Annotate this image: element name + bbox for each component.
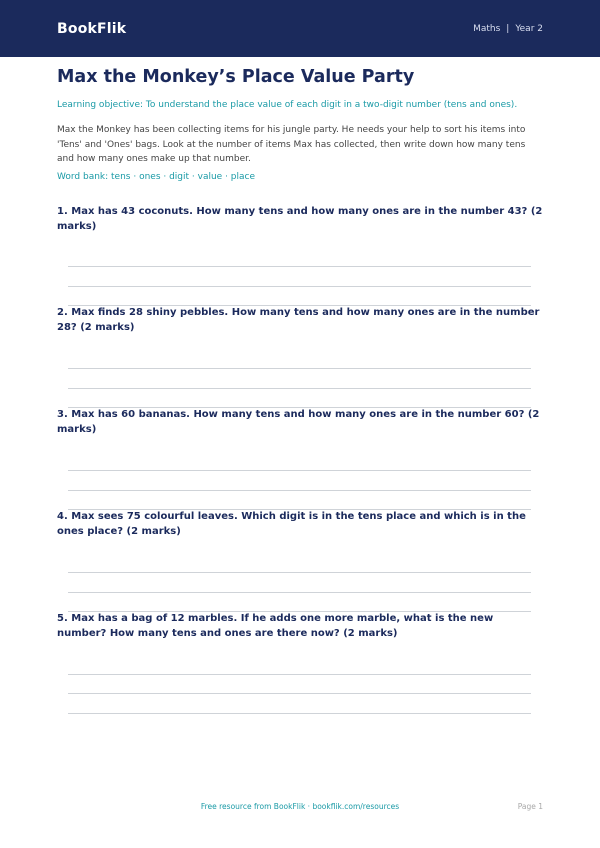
subject-year-label [473, 24, 543, 34]
learning-objective: Learning objective: To understand the place value of each digit in a two-digit number (tens and ones). [57, 100, 518, 110]
answer-line[interactable] [68, 693, 531, 694]
question-3: 3. Max has 60 bananas. How many tens and how many ones are in the number 60? (2 marks) [57, 409, 540, 435]
question-1: 1. Max has 43 coconuts. How many tens and how many ones are in the number 43? (2 marks) [57, 206, 543, 232]
page-title: Max the Monkey’s Place Value Party [57, 67, 415, 87]
answer-line[interactable] [68, 266, 531, 267]
answer-line[interactable] [68, 713, 531, 714]
header-bar [0, 0, 600, 57]
answer-line[interactable] [68, 368, 531, 369]
answer-line[interactable] [68, 490, 531, 491]
answer-line[interactable] [68, 674, 531, 675]
intro-paragraph: Max the Monkey has been collecting items for his jungle party. He needs your help to sort his items into 'Tens' and 'Ones' bags. Look at the number of items Max has collected, then write down how many tens and how many ones make up that number. [57, 125, 526, 164]
question-5: 5. Max has a bag of 12 marbles. If he adds one more marble, what is the new number? How many tens and ones are there now? (2 marks) [57, 613, 494, 639]
answer-line[interactable] [68, 388, 531, 389]
answer-line[interactable] [68, 592, 531, 593]
subject-label: Maths [473, 23, 501, 34]
page-number: Page 1 [517, 802, 543, 811]
separator: | [506, 23, 510, 34]
question-4: 4. Max sees 75 colourful leaves. Which digit is in the tens place and which is in the ones place? (2 marks) [57, 511, 526, 537]
answer-line[interactable] [68, 286, 531, 287]
brand-logo[interactable]: BookFlik [57, 20, 127, 37]
footer-credit[interactable]: Free resource from BookFlik · bookflik.com/resources [200, 802, 400, 811]
answer-line[interactable] [68, 572, 531, 573]
question-2: 2. Max finds 28 shiny pebbles. How many tens and how many ones are in the number 28? (2 marks) [57, 307, 540, 333]
year-label: Year 2 [515, 23, 543, 34]
word-bank: Word bank: tens · ones · digit · value · place [57, 172, 256, 182]
answer-line[interactable] [68, 470, 531, 471]
